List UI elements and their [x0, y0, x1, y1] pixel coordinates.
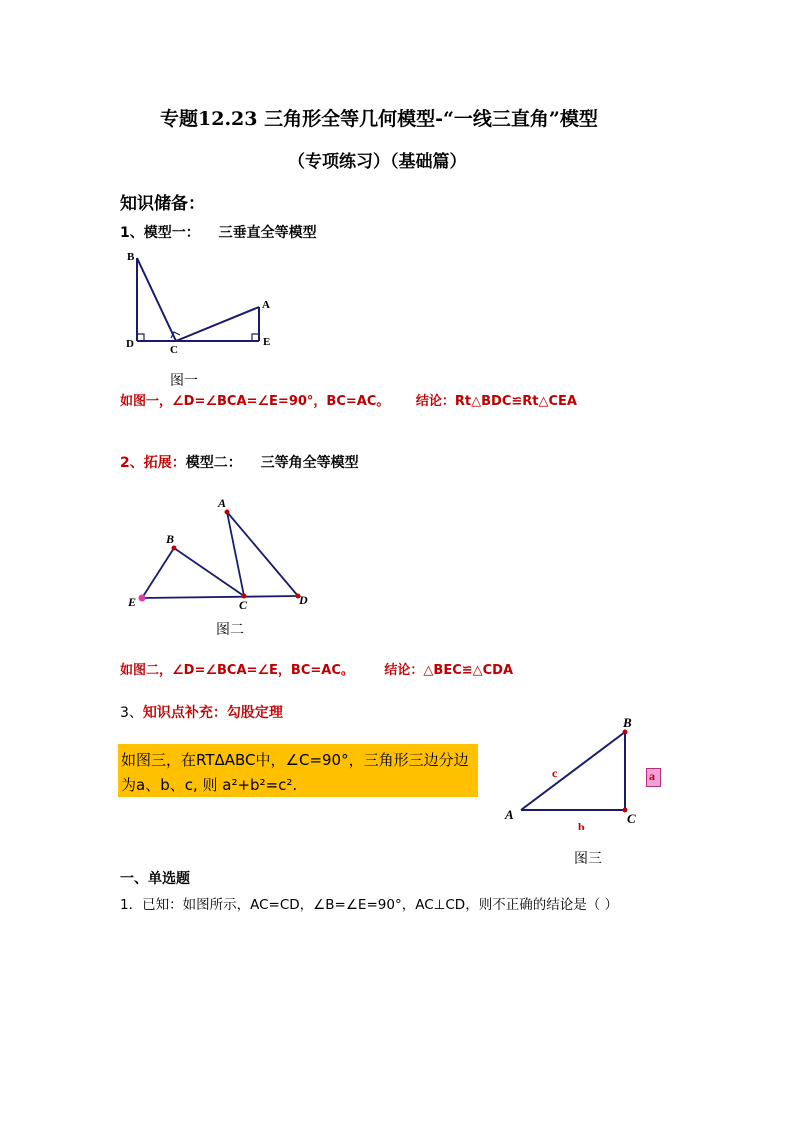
model1-condition: 如图一，∠D=∠BCA=∠E=90°，BC=AC。 [120, 394, 390, 409]
figure-1-caption: 图一 [170, 373, 198, 389]
pythagoras-line-1: 如图三，在RTΔABC中，∠C=90°，三角形三边分边 [121, 751, 469, 769]
label-a: A [218, 496, 227, 510]
label-side-c: c [552, 766, 558, 780]
label-b: B [166, 532, 175, 546]
model3-heading [120, 702, 283, 722]
figure-3-caption: 图三 [574, 851, 602, 867]
right-angle-e [252, 334, 259, 341]
label-e: E [128, 595, 137, 609]
model2-heading [120, 452, 359, 472]
label-c-vertex: C [627, 811, 636, 826]
label-c: C [170, 344, 178, 356]
label-d: D [299, 593, 308, 607]
segment-bc [174, 548, 244, 596]
model1-heading [120, 222, 317, 242]
pythagoras-line-2: 为a、b、c, 则 a²+b²=c². [121, 776, 298, 794]
figure-2-caption: 图二 [216, 622, 244, 638]
point-a [225, 510, 230, 515]
page-subtitle: （专项练习）（基础篇） [288, 152, 467, 172]
point-b [623, 730, 628, 735]
figure-1 [118, 246, 288, 356]
side-a-badge [646, 768, 661, 787]
label-side-b: b [578, 820, 585, 830]
model2-condition: 如图二，∠D=∠BCA=∠E，BC=AC。 [120, 663, 354, 678]
segment-ad [227, 512, 298, 596]
label-d: D [126, 338, 134, 350]
label-b: B [127, 251, 135, 263]
segment-ed [142, 596, 298, 598]
model2-heading-prefix: 2、拓展： [120, 455, 186, 471]
model1-conclusion: 结论：Rt△BDC≌Rt△CEA [415, 394, 577, 409]
label-a: A [262, 299, 270, 311]
model3-heading-prefix: 3、 [120, 705, 143, 721]
model2-statement [120, 659, 513, 678]
label-a-vertex: A [505, 807, 514, 822]
segment-ca [176, 307, 259, 341]
section-heading: 一、单选题 [120, 871, 190, 887]
model2-heading-mid: 模型二： [185, 455, 242, 471]
model2-conclusion: 结论：△BEC≌△CDA [384, 663, 514, 678]
model1-heading-name: 三垂直全等模型 [218, 225, 317, 241]
model1-heading-prefix: 1、模型一： [120, 225, 200, 241]
side-a-badge-label: a [649, 769, 655, 783]
model3-heading-name: 知识点补充：勾股定理 [142, 705, 283, 721]
point-b [172, 546, 177, 551]
label-e: E [263, 336, 271, 348]
knowledge-heading: 知识储备： [120, 194, 205, 214]
label-c: C [239, 598, 248, 612]
right-angle-d [137, 334, 144, 341]
figure-2 [118, 490, 328, 615]
segment-eb [142, 548, 174, 598]
segment-ac [227, 512, 244, 596]
figure-3 [500, 712, 650, 830]
page-title: 专题12.23 三角形全等几何模型-“一线三直角”模型 [160, 108, 598, 130]
pythagoras-box [118, 744, 478, 797]
model1-statement [120, 390, 577, 409]
side-c [521, 732, 625, 810]
label-b-vertex: B [623, 715, 632, 730]
segment-bc [137, 258, 176, 341]
question-1: 1．已知：如图所示，AC=CD，∠B=∠E=90°，AC⊥CD，则不正确的结论是（ ） [120, 897, 618, 913]
point-e [139, 595, 146, 602]
model2-heading-name: 三等角全等模型 [260, 455, 359, 471]
